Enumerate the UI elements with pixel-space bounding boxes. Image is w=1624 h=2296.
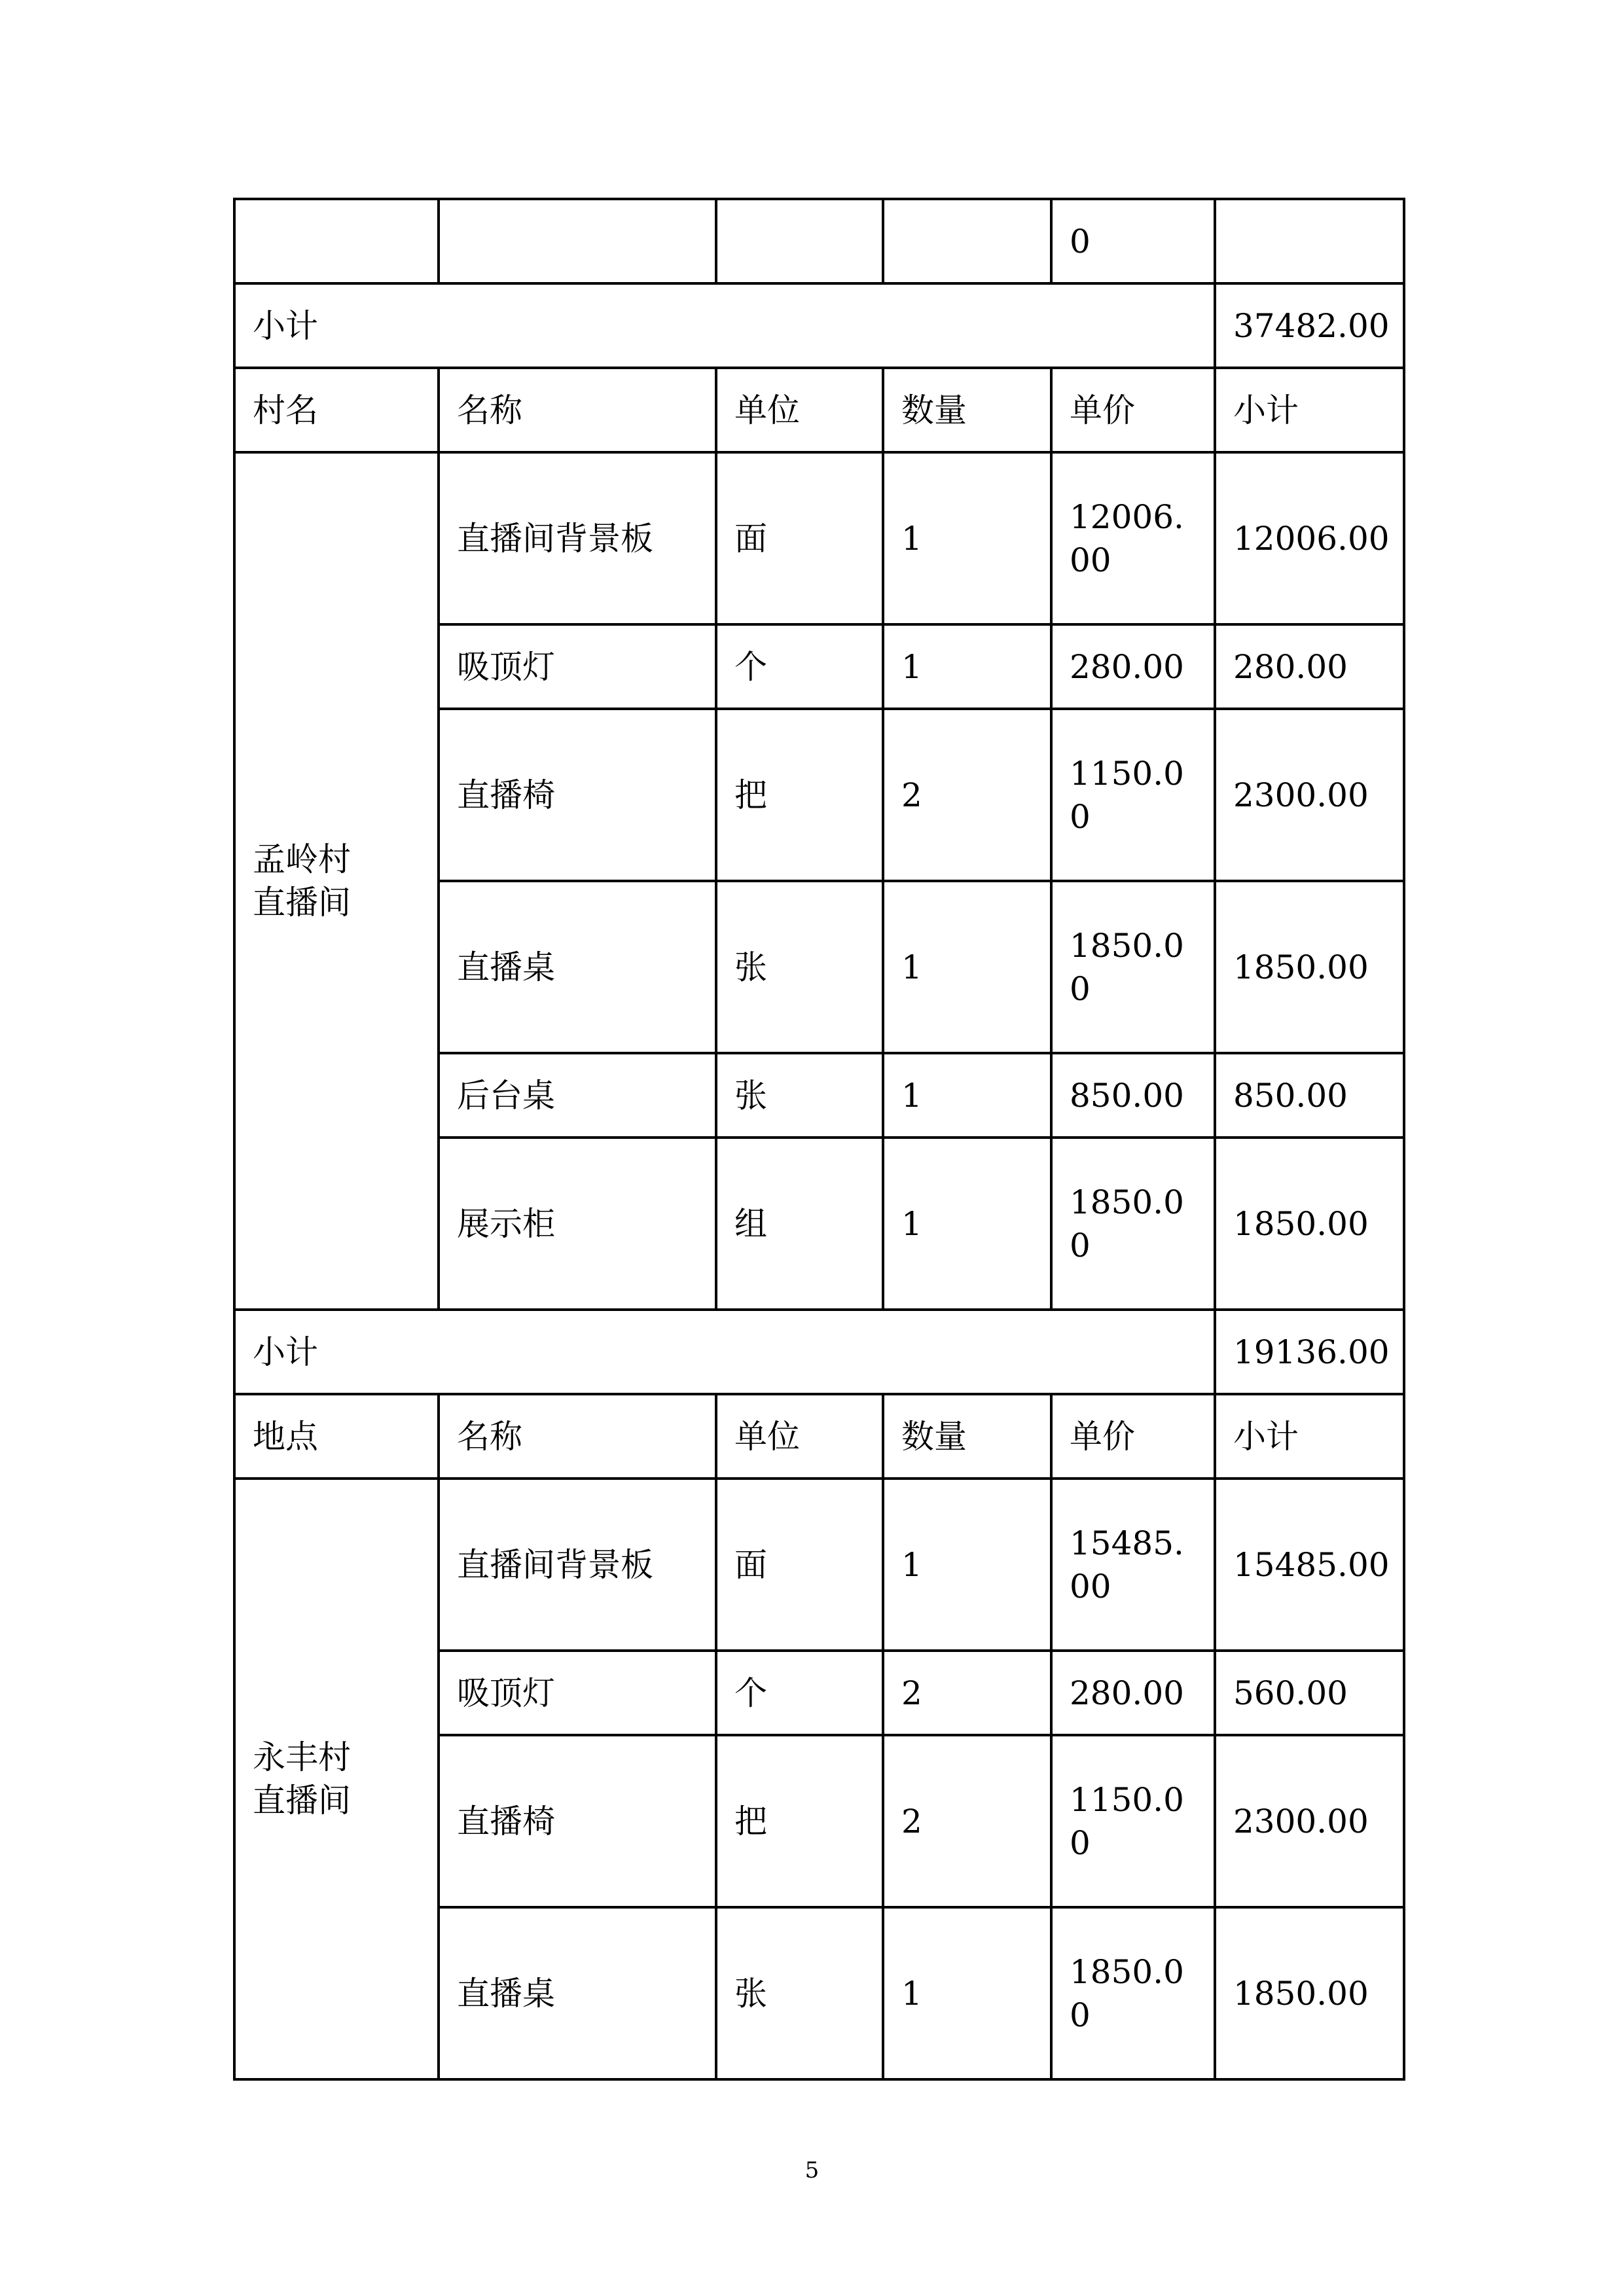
price-cell bbox=[1051, 881, 1215, 1053]
unit-cell: 面 bbox=[716, 452, 883, 624]
header-row bbox=[234, 1394, 1404, 1479]
table-row bbox=[234, 1479, 1404, 1651]
qty-cell: 1 bbox=[883, 624, 1051, 709]
price-cell bbox=[1051, 1735, 1215, 1907]
price-line: 1850.0 bbox=[1070, 926, 1184, 965]
price-cell: 280.00 bbox=[1051, 624, 1215, 709]
header-row bbox=[234, 368, 1404, 452]
price-line: 0 bbox=[1070, 969, 1091, 1008]
column-header: 单价 bbox=[1051, 368, 1215, 452]
name-cell: 展示柜 bbox=[439, 1138, 716, 1310]
qty-cell: 2 bbox=[883, 1735, 1051, 1907]
qty-cell: 1 bbox=[883, 881, 1051, 1053]
unit-cell bbox=[716, 199, 883, 283]
subtotal-value: 19136.00 bbox=[1215, 1310, 1404, 1394]
price-line: 15485. bbox=[1070, 1524, 1184, 1562]
village-line: 直播间 bbox=[253, 1782, 351, 1820]
table-row bbox=[234, 452, 1404, 624]
name-cell: 直播桌 bbox=[439, 1907, 716, 2079]
table-row bbox=[234, 199, 1404, 283]
subtotal-value: 37482.00 bbox=[1215, 283, 1404, 368]
column-header: 小计 bbox=[1215, 1394, 1404, 1479]
name-cell: 直播间背景板 bbox=[439, 452, 716, 624]
qty-cell: 2 bbox=[883, 1651, 1051, 1735]
column-header: 小计 bbox=[1215, 368, 1404, 452]
price-line: 1150.0 bbox=[1070, 754, 1184, 793]
column-header: 地点 bbox=[234, 1394, 439, 1479]
name-cell bbox=[439, 199, 716, 283]
name-cell: 吸顶灯 bbox=[439, 624, 716, 709]
column-header: 名称 bbox=[439, 1394, 716, 1479]
name-cell: 直播椅 bbox=[439, 709, 716, 881]
price-line: 0 bbox=[1070, 1226, 1091, 1265]
village-cell bbox=[234, 199, 439, 283]
price-cell bbox=[1051, 1138, 1215, 1310]
equipment-cost-table bbox=[233, 198, 1405, 2081]
subtotal-cell: 850.00 bbox=[1215, 1053, 1404, 1138]
subtotal-cell: 1850.00 bbox=[1215, 881, 1404, 1053]
subtotal-row bbox=[234, 283, 1404, 368]
price-line: 0 bbox=[1070, 797, 1091, 836]
price-cell: 280.00 bbox=[1051, 1651, 1215, 1735]
qty-cell: 1 bbox=[883, 1479, 1051, 1651]
subtotal-cell bbox=[1215, 199, 1404, 283]
page-number: 5 bbox=[804, 2157, 820, 2183]
unit-cell: 张 bbox=[716, 1053, 883, 1138]
unit-cell: 个 bbox=[716, 1651, 883, 1735]
subtotal-cell: 2300.00 bbox=[1215, 1735, 1404, 1907]
subtotal-cell: 1850.00 bbox=[1215, 1907, 1404, 2079]
unit-cell: 组 bbox=[716, 1138, 883, 1310]
price-line: 1150.0 bbox=[1070, 1780, 1184, 1819]
column-header: 单价 bbox=[1051, 1394, 1215, 1479]
column-header: 名称 bbox=[439, 368, 716, 452]
village-line: 永丰村 bbox=[253, 1738, 351, 1776]
subtotal-cell: 560.00 bbox=[1215, 1651, 1404, 1735]
qty-cell bbox=[883, 199, 1051, 283]
name-cell: 后台桌 bbox=[439, 1053, 716, 1138]
column-header: 单位 bbox=[716, 1394, 883, 1479]
column-header: 单位 bbox=[716, 368, 883, 452]
price-line: 00 bbox=[1070, 541, 1111, 579]
price-line: 00 bbox=[1070, 1567, 1111, 1605]
village-cell bbox=[234, 452, 439, 1310]
name-cell: 直播间背景板 bbox=[439, 1479, 716, 1651]
price-cell bbox=[1051, 1479, 1215, 1651]
qty-cell: 1 bbox=[883, 1907, 1051, 2079]
price-line: 0 bbox=[1070, 1823, 1091, 1862]
price-cell: 850.00 bbox=[1051, 1053, 1215, 1138]
subtotal-cell: 12006.00 bbox=[1215, 452, 1404, 624]
unit-cell: 面 bbox=[716, 1479, 883, 1651]
price-cell: 0 bbox=[1051, 199, 1215, 283]
subtotal-cell: 1850.00 bbox=[1215, 1138, 1404, 1310]
price-line: 1850.0 bbox=[1070, 1183, 1184, 1221]
subtotal-label: 小计 bbox=[234, 1310, 1215, 1394]
name-cell: 吸顶灯 bbox=[439, 1651, 716, 1735]
unit-cell: 把 bbox=[716, 1735, 883, 1907]
unit-cell: 张 bbox=[716, 881, 883, 1053]
name-cell: 直播桌 bbox=[439, 881, 716, 1053]
price-cell bbox=[1051, 1907, 1215, 2079]
unit-cell: 张 bbox=[716, 1907, 883, 2079]
village-line: 孟岭村 bbox=[253, 840, 351, 878]
column-header: 数量 bbox=[883, 1394, 1051, 1479]
qty-cell: 2 bbox=[883, 709, 1051, 881]
price-line: 12006. bbox=[1070, 497, 1184, 536]
column-header: 数量 bbox=[883, 368, 1051, 452]
subtotal-row bbox=[234, 1310, 1404, 1394]
price-line: 1850.0 bbox=[1070, 1952, 1184, 1991]
price-cell bbox=[1051, 709, 1215, 881]
qty-cell: 1 bbox=[883, 1053, 1051, 1138]
price-line: 0 bbox=[1070, 1996, 1091, 2034]
unit-cell: 个 bbox=[716, 624, 883, 709]
name-cell: 直播椅 bbox=[439, 1735, 716, 1907]
village-line: 直播间 bbox=[253, 884, 351, 922]
qty-cell: 1 bbox=[883, 1138, 1051, 1310]
village-cell bbox=[234, 1479, 439, 2079]
subtotal-label: 小计 bbox=[234, 283, 1215, 368]
subtotal-cell: 280.00 bbox=[1215, 624, 1404, 709]
subtotal-cell: 15485.00 bbox=[1215, 1479, 1404, 1651]
unit-cell: 把 bbox=[716, 709, 883, 881]
subtotal-cell: 2300.00 bbox=[1215, 709, 1404, 881]
price-cell bbox=[1051, 452, 1215, 624]
column-header: 村名 bbox=[234, 368, 439, 452]
qty-cell: 1 bbox=[883, 452, 1051, 624]
